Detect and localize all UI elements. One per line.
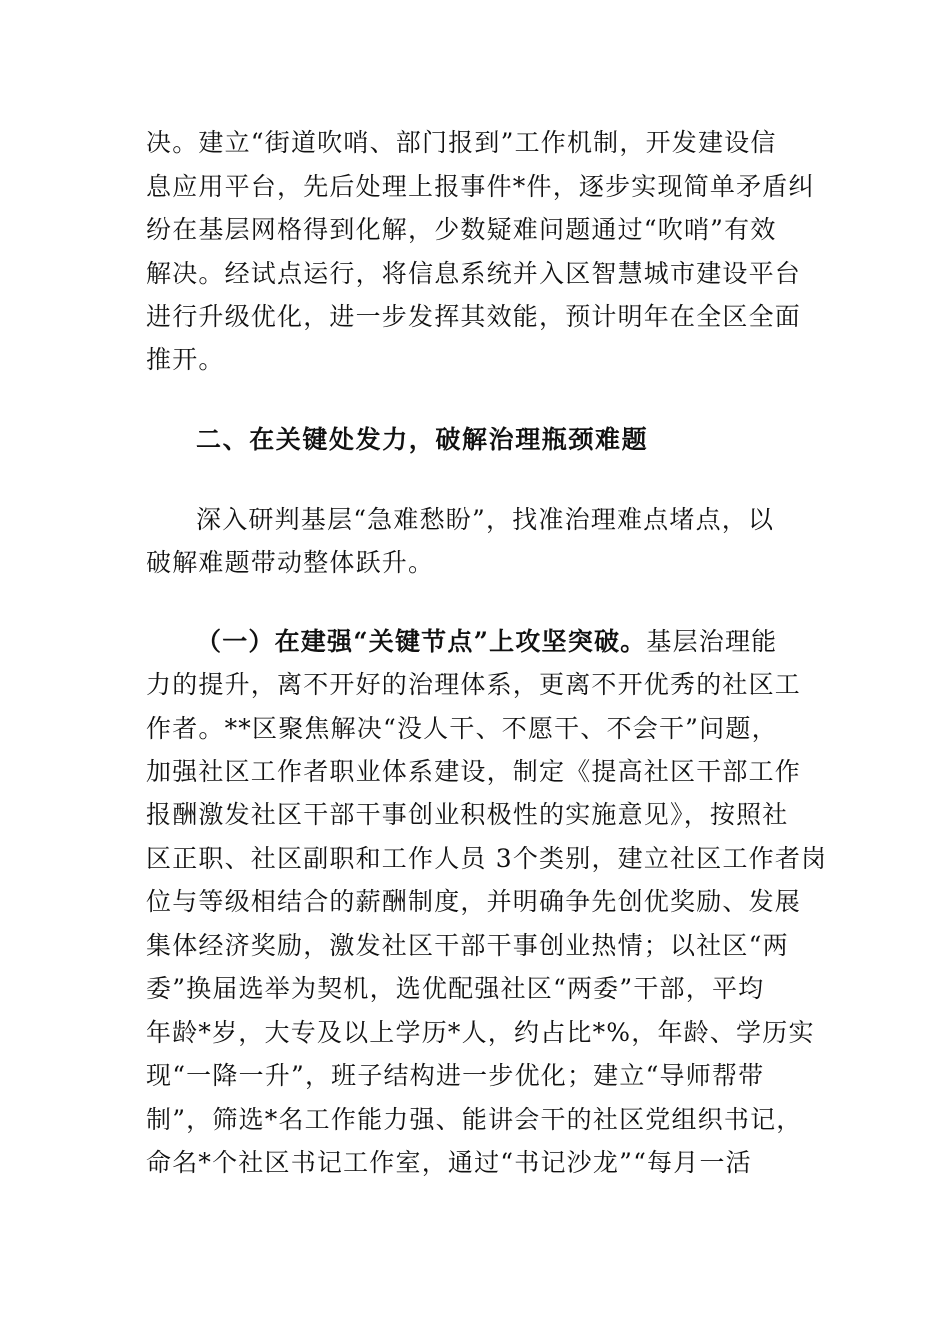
text-line: 委”换届选举为契机，选优配强社区“两委”干部，平均 <box>146 974 765 1003</box>
text-line <box>196 627 777 657</box>
text-line: 加强社区工作者职业体系建设，制定《提高社区干部工作 <box>146 757 802 786</box>
text-line: 制”，筛选*名工作能力强、能讲会干的社区党组织书记， <box>146 1105 803 1134</box>
text-line: 决。建立“街道吹哨、部门报到”工作机制，开发建设信 <box>146 128 777 157</box>
text-line: 年龄*岁，大专及以上学历*人，约占比*%，年龄、学历实 <box>146 1018 815 1047</box>
text-line: 破解难题带动整体跃升。 <box>146 548 435 577</box>
text-line: 作者。**区聚焦解决“没人干、不愿干、不会干”问题， <box>146 714 778 743</box>
text-line: 深入研判基层“急难愁盼”，找准治理难点堵点，以 <box>196 505 775 534</box>
text-line: 息应用平台，先后处理上报事件*件，逐步实现简单矛盾纠 <box>146 172 815 201</box>
text-line: 纷在基层网格得到化解，少数疑难问题通过“吹哨”有效 <box>146 215 777 244</box>
text-span: 基层治理能 <box>646 627 778 656</box>
text-line: 推开。 <box>146 345 225 374</box>
text-line: 命名*个社区书记工作室，通过“书记沙龙”“每月一活 <box>146 1148 752 1177</box>
text-line: 区正职、社区副职和工作人员 3个类别，建立社区工作者岗 <box>146 844 828 873</box>
text-line: 报酬激发社区干部干事创业积极性的实施意见》，按照社 <box>146 800 789 829</box>
text-line: 进行升级优化，进一步发挥其效能，预计明年在全区全面 <box>146 302 802 331</box>
subsection-heading: （一）在建强“关键节点”上攻坚突破。 <box>196 627 647 656</box>
text-line: 解决。经试点运行，将信息系统并入区智慧城市建设平台 <box>146 259 802 288</box>
section-heading: 二、在关键处发力，破解治理瓶颈难题 <box>196 425 649 454</box>
text-line: 集体经济奖励，激发社区干部干事创业热情；以社区“两 <box>146 931 789 960</box>
text-line: 力的提升，离不开好的治理体系，更离不开优秀的社区工 <box>146 670 802 699</box>
text-line: 现“一降一升”，班子结构进一步优化；建立“导师帮带 <box>146 1061 765 1090</box>
text-line: 位与等级相结合的薪酬制度，并明确争先创优奖励、发展 <box>146 887 802 916</box>
